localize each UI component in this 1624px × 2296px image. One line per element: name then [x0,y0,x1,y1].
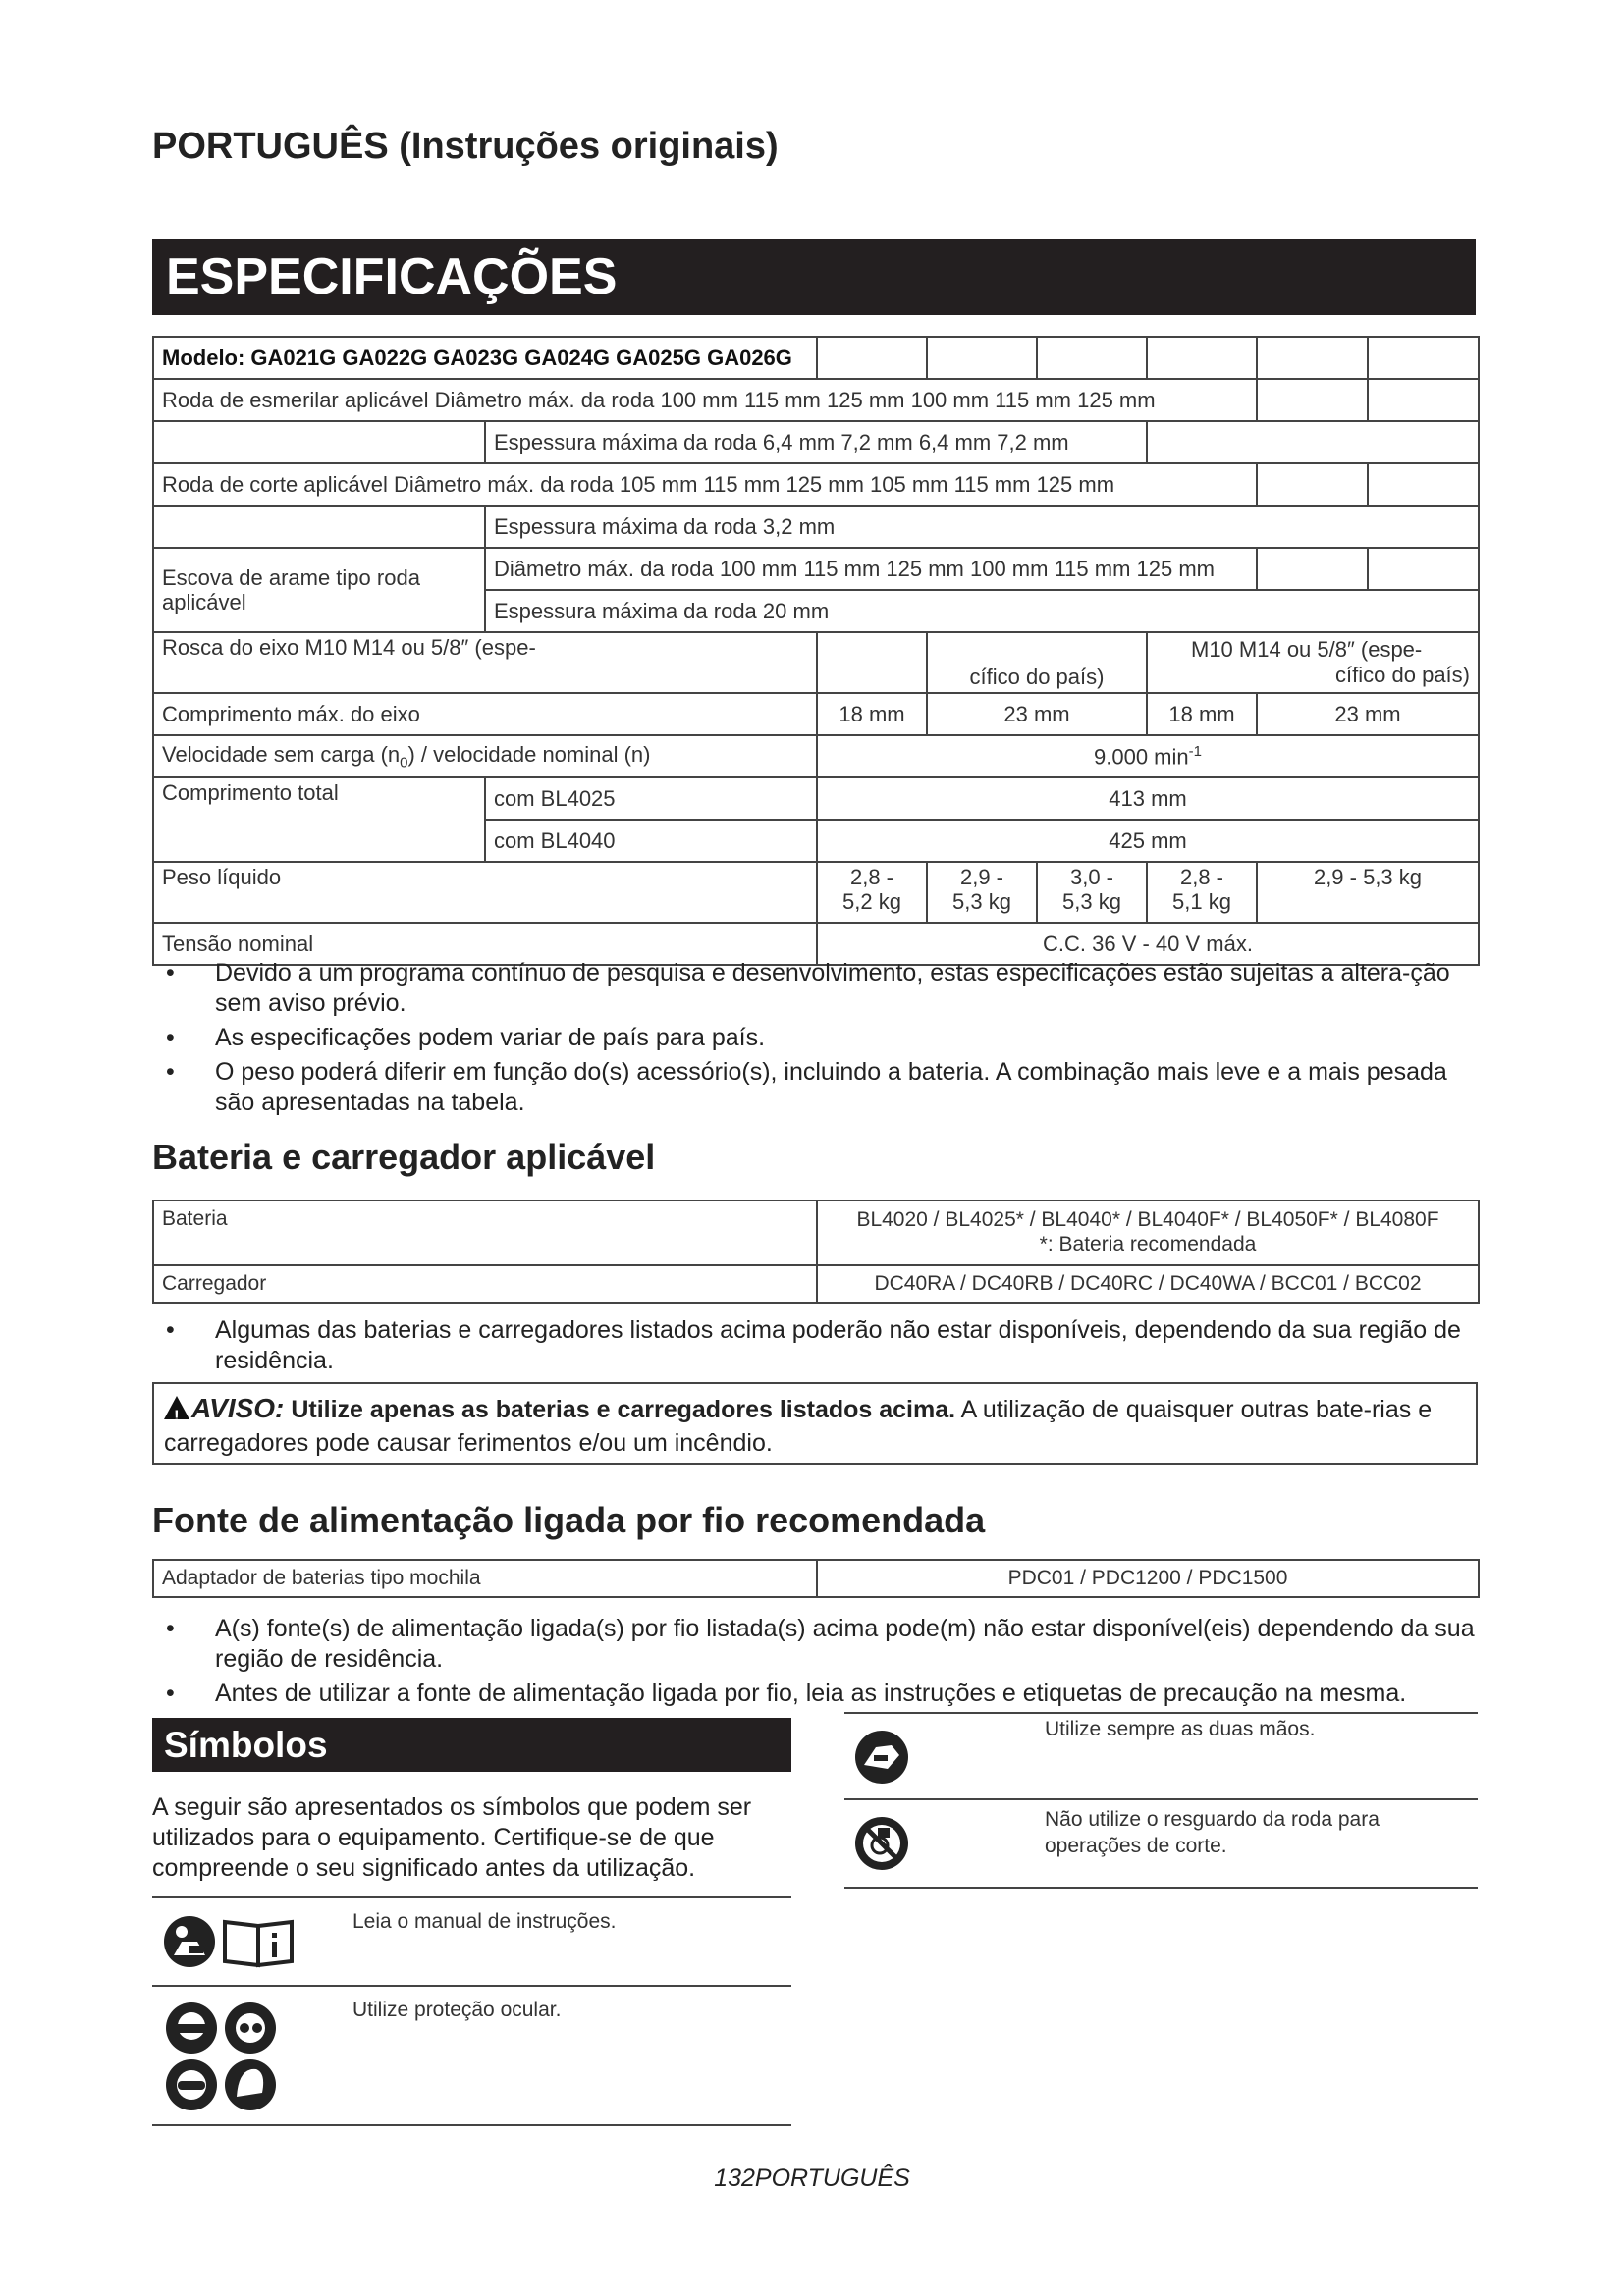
warning-box: !AVISO: Utilize apenas as baterias e carregadores listados acima. A utilização de quaisquer outras bate-rias e carregadores pode causar ferimentos e/ou um incêndio. [152,1382,1478,1465]
table-row [153,1560,1479,1597]
read-manual-icon [160,1912,307,1971]
net-weight-value: 2,9 - 5,3 kg [1257,862,1479,923]
spindle-length-value: 18 mm [817,693,927,735]
symbol-text: Leia o manual de instruções. [352,1910,617,1933]
grinding-thickness-cell: Espessura máxima da roda 6,4 mm 7,2 mm 6,4 mm 7,2 mm [485,421,1147,463]
net-weight-value: 2,8 - 5,1 kg [1147,862,1257,923]
adapter-label: Adaptador de baterias tipo mochila [153,1560,817,1597]
symbol-row-two-hands [844,1712,1478,1800]
overall-length-battery: com BL4025 [485,777,817,820]
power-notes [152,1614,1478,1713]
battery-notes [152,1315,1478,1380]
table-row [153,1201,1479,1265]
symbol-row-no-guard [844,1798,1478,1889]
two-hands-icon [852,1728,911,1787]
grinding-wheel-cell: Roda de esmerilar aplicável Diâmetro máx. da roda 100 mm 115 mm 125 mm 100 mm 115 mm 125 mm [153,379,1257,421]
list-item: • A(s) fonte(s) de alimentação ligada(s) por fio listada(s) acima pode(m) não estar disponível(eis) dependendo da sua região de residência. [152,1614,1478,1675]
spindle-thread-label: Rosca do eixo M10 M14 ou 5/8″ (espe- [153,632,817,693]
net-weight-value: 3,0 - 5,3 kg [1037,862,1147,923]
list-item: • O peso poderá diferir em função do(s) acessório(s), incluindo a bateria. A combinação mais leve e a mais pesada são apresentadas na tabela. [152,1057,1478,1118]
power-table [152,1559,1480,1598]
table-row [153,506,1479,548]
symbol-row-eye [152,1985,791,2126]
table-row [153,862,1479,923]
warning-triangle-icon [164,1396,189,1419]
spindle-length-value: 23 mm [1257,693,1479,735]
table-row [153,548,1479,590]
overall-length-value: 413 mm [817,777,1479,820]
page-language-title: PORTUGUÊS (Instruções originais) [152,126,779,167]
battery-label: Bateria [153,1201,817,1265]
spec-notes [152,958,1478,1122]
symbols-intro: A seguir são apresentados os símbolos que podem ser utilizados para o equipamento. Certifique-se de que compreende o seu significado antes da utilização. [152,1793,752,1882]
net-weight-value: 2,8 - 5,2 kg [817,862,927,923]
charger-value: DC40RA / DC40RB / DC40RC / DC40WA / BCC01 / BCC02 [817,1265,1479,1303]
list-item: • Antes de utilizar a fonte de alimentação ligada por fio, leia as instruções e etiquetas de precaução na mesma. [152,1679,1478,1709]
specifications-table [152,336,1480,966]
table-row [153,337,1479,379]
symbol-text: Utilize sempre as duas mãos. [1045,1718,1316,1740]
spindle-length-label: Comprimento máx. do eixo [153,693,817,735]
table-row [153,463,1479,506]
table-row [153,421,1479,463]
voltage-value: C.C. 36 V - 40 V máx. [817,923,1479,965]
cutting-wheel-cell: Roda de corte aplicável Diâmetro máx. da roda 105 mm 115 mm 125 mm 105 mm 115 mm 125 mm [153,463,1257,506]
table-row [153,1265,1479,1303]
wire-brush-label: Escova de arame tipo roda aplicável [153,548,485,632]
list-item: • As especificações podem variar de país para país. [152,1023,1478,1053]
overall-length-battery: com BL4040 [485,820,817,862]
table-row [153,379,1479,421]
symbol-row-manual [152,1896,791,1987]
battery-value: BL4020 / BL4025* / BL4040* / BL4040F* / BL4050F* / BL4080F *: Bateria recomendada [817,1201,1479,1265]
page-footer: 132PORTUGUÊS [714,2164,910,2192]
list-item: • Algumas das baterias e carregadores listados acima poderão não estar disponíveis, dependendo da sua região de residência. [152,1315,1478,1376]
spindle-length-value: 23 mm [927,693,1147,735]
spindle-thread-a: cífico do país) [927,632,1147,693]
table-row [153,693,1479,735]
overall-length-label: Comprimento total [153,777,485,862]
table-row [153,777,1479,820]
speed-value: 9.000 $\min^{-1}$ [817,735,1479,777]
symbols-banner: Símbolos [152,1718,791,1772]
adapter-value: PDC01 / PDC1200 / PDC1500 [817,1560,1479,1597]
net-weight-label: Peso líquido [153,862,817,923]
table-row [153,735,1479,777]
wire-brush-thickness-cell: Espessura máxima da roda 20 mm [485,590,1479,632]
model-cell: Modelo: GA021G GA022G GA023G GA024G GA025G GA026G [153,337,817,379]
battery-heading: Bateria e carregador aplicável [152,1137,656,1177]
power-heading: Fonte de alimentação ligada por fio recomendada [152,1500,986,1540]
voltage-label: Tensão nominal [153,923,817,965]
battery-table [152,1200,1480,1304]
symbol-text: Utilize proteção ocular. [352,1999,562,2021]
table-row [153,632,1479,693]
list-item: • Devido a um programa contínuo de pesquisa e desenvolvimento, estas especificações estão sujeitas a altera-ção sem aviso prévio. [152,958,1478,1019]
wire-brush-diameter-cell: Diâmetro máx. da roda 100 mm 115 mm 125 mm 100 mm 115 mm 125 mm [485,548,1257,590]
eye-protection-icon [160,1999,288,2116]
speed-label: Velocidade sem carga $(n_0)$ / velocidade nominal (n) [153,735,817,777]
charger-label: Carregador [153,1265,817,1303]
net-weight-value: 2,9 - 5,3 kg [927,862,1037,923]
specifications-banner: ESPECIFICAÇÕES [152,239,1476,315]
symbol-text: Não utilize o resguardo da roda para operações de corte. [1045,1808,1380,1857]
no-guard-cutting-icon [852,1814,911,1873]
overall-length-value: 425 mm [817,820,1479,862]
spindle-length-value: 18 mm [1147,693,1257,735]
spindle-thread-b: M10 M14 ou 5/8″ (espe- cífico do país) [1147,632,1479,693]
cutting-thickness-cell: Espessura máxima da roda 3,2 mm [485,506,1479,548]
